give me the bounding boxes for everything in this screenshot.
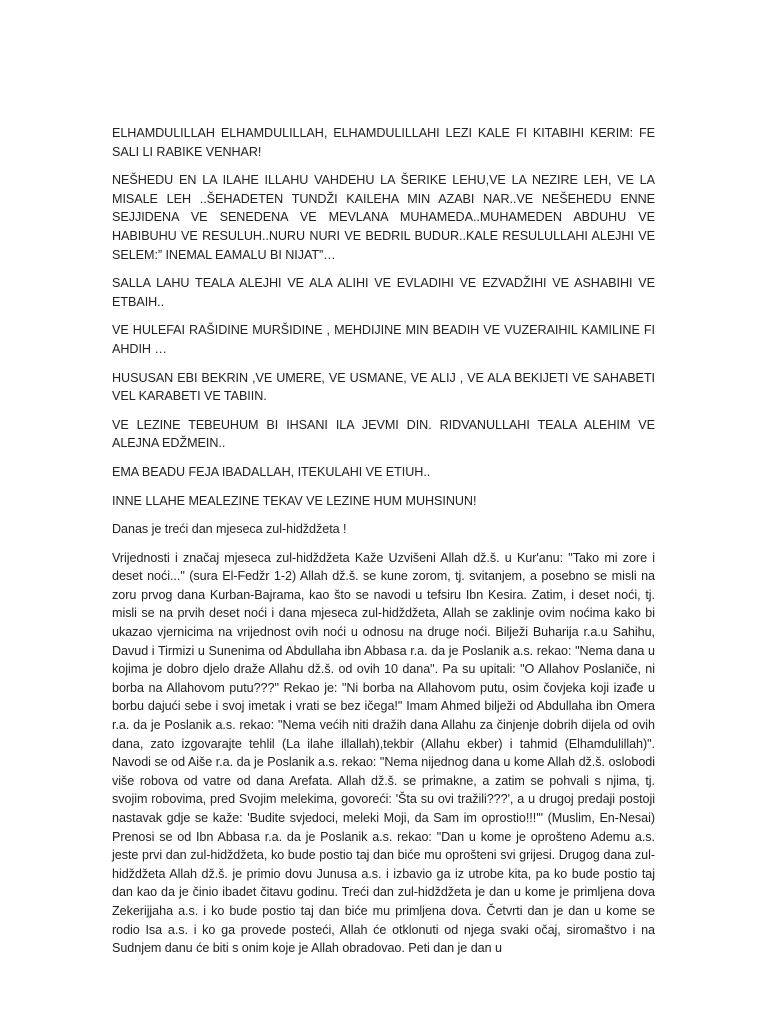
paragraph-shahada: NEŠHEDU EN LA ILAHE ILLAHU VAHDEHU LA ŠERIKE LEHU,VE LA NEZIRE LEH, VE LA MISALE LEH ..ŠEHADETEN TUNDŽI KAILEHA MIN AZABI NAR..VE NEŠEHEDU ENNE SEJJIDENA VE SENEDENA VE MEVLANA MUHAMEDA..MUHAMEDEN ABDUHU VE HABIBUHU VE RESULUH..NURU NURI VE BEDRIL BUDUR..KALE RESULULLAHI ALEJHI VE SELEM:” INEMAL EAMALU BI NIJAT”… [112,173,655,262]
paragraph-day-intro: Danas je treći dan mjeseca zul-hidždžeta ! [112,522,347,537]
paragraph-opening-praise: ELHAMDULILLAH ELHAMDULILLAH, ELHAMDULILLAHI LEZI KALE FI KITABIHI KERIM: FE SALI LI RABIKE VENHAR! [112,126,655,159]
paragraph-main-body: Vrijednosti i značaj mjeseca zul-hidždžeta Kaže Uzvišeni Allah dž.š. u Kur'anu: "Tako mi zore i deset noći..." (sura El-Fedžr 1-2) Allah dž.š. se kune zorom, tj. svitanjem, a posebno se misli na zoru prvog dana Kurban-Bajrama, kao što se navodi u tefsiru Ibn Kesira. Zatim, i deset noći, tj. misli se na prvih deset noći i dana mjeseca zul-hidždžeta, Allah se zaklinje ovim noćima kako bi ukazao vjernicima na vrijednost ovih noći u odnosu na druge noći. Bilježi Buharija r.a.u Sahihu, Davud i Tirmizi u Sunenima od Abdullaha ibn Abbasa r.a. da je Poslanik a.s. rekao: "Nema dana u kojima je dobro djelo draže Allahu dž.š. od ovih 10 dana". Pa su upitali: "O Allahov Poslaniče, ni borba na Allahovom putu???" Rekao je: "Ni borba na Allahovom putu, osim čovjeka koji izađe u borbu dajući sebe i svoj imetak i vrati se bez ičega!" Imam Ahmed bilježi od Abdullaha ibn Omera r.a. da je Poslanik a.s. rekao: "Nema većih niti dražih dana Allahu za činjenje dobrih dijela od ovih dana, zato izgovarajte tehlil (La ilahe illallah),tekbir (Allahu ekber) i tahmid (Elhamdulillah)". Navodi se od Aiše r.a. da je Poslanik a.s. rekao: "Nema nijednog dana u kome Allah dž.š. oslobodi više robova od vatre od dana Arefata. Allah dž.š. se primakne, a zatim se pohvali s njima, tj. svojim robovima, pred Svojim melekima, govoreći: 'Šta su ovi tražili???', a u drugoj predaji postoji nastavak gdje se kaže: 'Budite svjedoci, meleki Moji, da Sam im oprostio!!!'" (Muslim, En-Nesai) Prenosi se od Ibn Abbasa r.a. da je Poslanik a.s. rekao: "Dan u kome je oprošteno Ademu a.s. jeste prvi dan zul-hidždžeta, ko bude postio taj dan biće mu oprošteni svi grijesi. Drugog dana zul-hidždžeta Allah dž.š. je primio dovu Junusa a.s. i izbavio ga iz utrobe kita, pa ko bude postio taj dan kao da je činio ibadet čitavu godinu. Treći dan zul-hidždžeta je dan u kome je primljena dova Zekerijjaha a.s. i ko bude postio taj dan biće mu primljena dova. Četvrti dan je dan u kome se rodio Isa a.s. i ko ga provede posteći, Allah će otklonuti od njega svaki očaj, siromaštvo i na Sudnjem danu će biti s onim koje je Allah obradovao. Peti dan je dan u [112,550,655,956]
paragraph-salawat: SALLA LAHU TEALA ALEJHI VE ALA ALIHI VE EVLADIHI VE EZVADŽIHI VE ASHABIHI VE ETBAIH.. [112,276,655,309]
paragraph-ema-beadu: EMA BEADU FEJA IBADALLAH, ITEKULAHI VE ETIUH.. [112,464,431,479]
paragraph-companions: HUSUSAN EBI BEKRIN ,VE UMERE, VE USMANE, VE ALIJ , VE ALA BEKIJETI VE SAHABETI VEL KARABETI VE TABIIN. [112,370,655,404]
document-page [112,124,655,958]
paragraph-caliphs: VE HULEFAI RAŠIDINE MURŠIDINE , MEHDIJINE MIN BEADIH VE VUZERAIHIL KAMILINE FI AHDIH … [112,323,655,356]
paragraph-inne-llahe: INNE LLAHE MEALEZINE TEKAV VE LEZINE HUM MUHSINUN! [112,493,477,508]
paragraph-followers: VE LEZINE TEBEUHUM BI IHSANI ILA JEVMI DIN. RIDVANULLAHI TEALA ALEHIM VE ALEJNA EDŽMEIN.. [112,417,655,451]
